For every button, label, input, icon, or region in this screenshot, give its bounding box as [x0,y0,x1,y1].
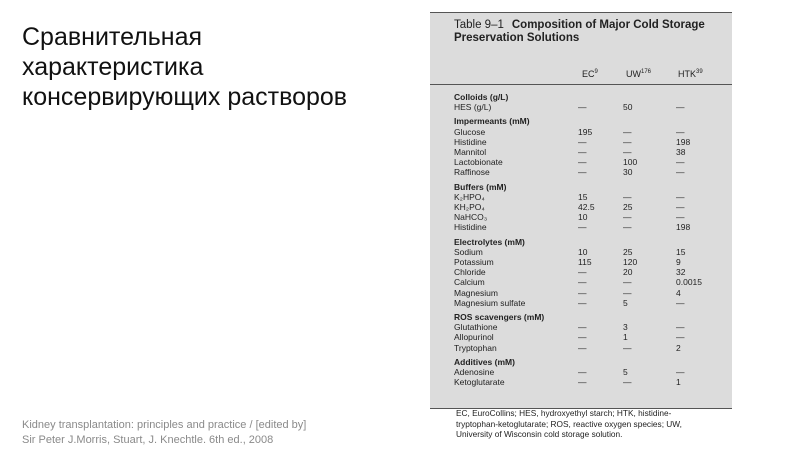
row-label: Allopurinol [454,332,494,343]
cell-htk: — [676,322,685,333]
column-name: HTK [678,69,696,79]
table-row [430,192,732,202]
row-label: Ketoglutarate [454,377,505,388]
cell-ec: — [578,332,587,343]
cell-ec: 10 [578,246,588,257]
cell-ec: 15 [578,191,588,202]
row-label: Glucose [454,126,486,137]
table-row [430,322,732,332]
slide-title-line: консервирующих растворов [22,83,348,111]
section-label: Electrolytes (mM) [454,236,525,247]
column-header-htk [678,69,703,79]
slide-title-line: Сравнительная [22,23,203,51]
section-label: Colloids (g/L) [454,92,509,102]
cell-uw: 120 [623,257,638,267]
row-label: K₂HPO₄ [454,191,485,202]
section-label: ROS scavengers (mM) [454,312,545,322]
row-label: Mannitol [454,147,487,157]
cell-ec: 42.5 [578,202,595,212]
cell-ec: — [578,167,587,178]
table-section-row [430,357,732,367]
table-row [430,367,732,377]
cell-htk: 15 [676,246,686,257]
column-ref: 176 [641,69,652,75]
cell-htk: 32 [676,267,686,278]
cell-htk: 9 [676,257,681,267]
cell-uw: — [623,342,632,353]
cell-ec: — [578,147,587,157]
cell-htk: 1 [676,377,681,388]
table-row [430,147,732,157]
cell-ec: — [578,287,587,298]
cell-ec: — [578,222,587,233]
section-label: Impermeants (mM) [454,116,530,127]
footnote-line: EC, EuroCollins; HES, hydroxyethyl starch; HTK, histidine- [456,408,672,418]
row-label: Calcium [454,277,485,288]
cell-uw: — [623,377,632,388]
cell-uw: 3 [623,322,628,333]
table-row [430,212,732,222]
cell-uw: — [623,212,632,223]
cell-htk: — [676,202,685,212]
cell-ec: — [578,377,587,388]
table-row [430,298,732,308]
section-label: Additives (mM) [454,356,515,367]
table-row [430,102,732,112]
cell-uw: 100 [623,157,638,168]
table-row [430,127,732,137]
cell-ec: 195 [578,126,593,137]
cell-ec: — [578,277,587,288]
row-label: Potassium [454,257,494,267]
cell-uw: — [623,277,632,288]
table-body [430,85,732,409]
table-number: Table 9–1 [454,19,504,31]
cell-htk: 0.0015 [676,277,702,288]
cell-htk: — [676,297,685,308]
table-row [430,157,732,167]
table-row [430,288,732,298]
table-row [430,222,732,232]
cell-uw: — [623,147,632,157]
cell-htk: — [676,191,685,202]
column-header-ec [582,69,598,79]
table-section-row [430,237,732,247]
table-section-row [430,92,732,102]
table-caption-band [430,12,732,51]
cell-uw: 20 [623,267,633,278]
footnote-line: University of Wisconsin cold storage solution. [456,429,623,439]
row-label: Glutathione [454,322,498,333]
cell-htk: 198 [676,136,691,147]
cell-htk: — [676,212,685,223]
cell-htk: — [676,102,685,113]
table-caption-line: Composition of Major Cold Storage [511,19,705,31]
row-label: Histidine [454,136,487,147]
table-section-row [430,116,732,126]
cell-ec: — [578,157,587,168]
cell-uw: 50 [623,102,633,113]
table-caption [454,19,705,45]
composition-table [430,12,732,408]
row-label: Tryptophan [454,342,497,353]
row-label: Magnesium [454,287,498,298]
row-label: Histidine [454,222,487,233]
cell-uw: — [623,191,632,202]
cell-uw: 1 [623,332,628,343]
cell-uw: — [623,136,632,147]
cell-uw: — [623,222,632,233]
cell-htk: 38 [676,147,686,157]
column-name: UW [626,69,641,79]
column-ref: 39 [696,69,703,75]
table-row [430,343,732,353]
column-header-uw [626,69,651,79]
table-row [430,247,732,257]
row-label: Lactobionate [454,157,503,168]
footnote-line: tryptophan-ketoglutarate; ROS, reactive oxygen species; UW, [456,418,682,429]
cell-htk: — [676,126,685,137]
cell-htk: — [676,157,685,168]
row-label: Chloride [454,267,486,278]
cell-ec: — [578,102,587,113]
row-label: Raffinose [454,167,490,178]
table-section-row [430,182,732,192]
cell-htk: 198 [676,222,691,233]
row-label: Adenosine [454,367,495,377]
table-row [430,332,732,342]
cell-htk: — [676,332,685,343]
table-row [430,267,732,277]
row-label: NaHCO₃ [454,212,488,223]
cell-htk: 4 [676,287,681,298]
cell-ec: — [578,297,587,308]
section-label: Buffers (mM) [454,181,507,192]
cell-uw: — [623,287,632,298]
table-row [430,137,732,147]
cell-uw: 5 [623,297,628,308]
cell-ec: — [578,367,587,377]
row-label: Sodium [454,246,483,257]
source-citation [22,418,422,448]
cell-ec: — [578,342,587,353]
cell-htk: — [676,367,685,377]
cell-ec: — [578,267,587,278]
table-footnote [456,408,756,440]
row-label: Magnesium sulfate [454,297,526,308]
slide-title-line: характеристика [22,53,204,81]
cell-uw: — [623,126,632,137]
table-caption-line: Preservation Solutions [454,32,580,44]
cell-ec: — [578,136,587,147]
slide-title [22,22,422,112]
cell-uw: 30 [623,167,633,178]
cell-htk: 2 [676,342,681,353]
source-line: Kidney transplantation: principles and practice / [edited by] [22,419,307,431]
cell-uw: 25 [623,246,633,257]
table-row [430,202,732,212]
column-name: EC [582,69,595,79]
cell-htk: — [676,167,685,178]
source-line: Sir Peter J.Morris, Stuart, J. Knechtle. 6th ed., 2008 [22,434,274,446]
cell-ec: 115 [578,257,592,267]
row-label: KH₂PO₄ [454,202,485,212]
row-label: HES (g/L) [454,102,492,113]
cell-uw: 25 [623,202,633,212]
table-row [430,277,732,287]
table-row [430,377,732,387]
table-row [430,167,732,177]
table-section-row [430,312,732,322]
column-ref: 9 [594,69,598,75]
cell-uw: 5 [623,367,628,377]
cell-ec: 10 [578,212,588,223]
cell-ec: — [578,322,587,333]
table-row [430,257,732,267]
